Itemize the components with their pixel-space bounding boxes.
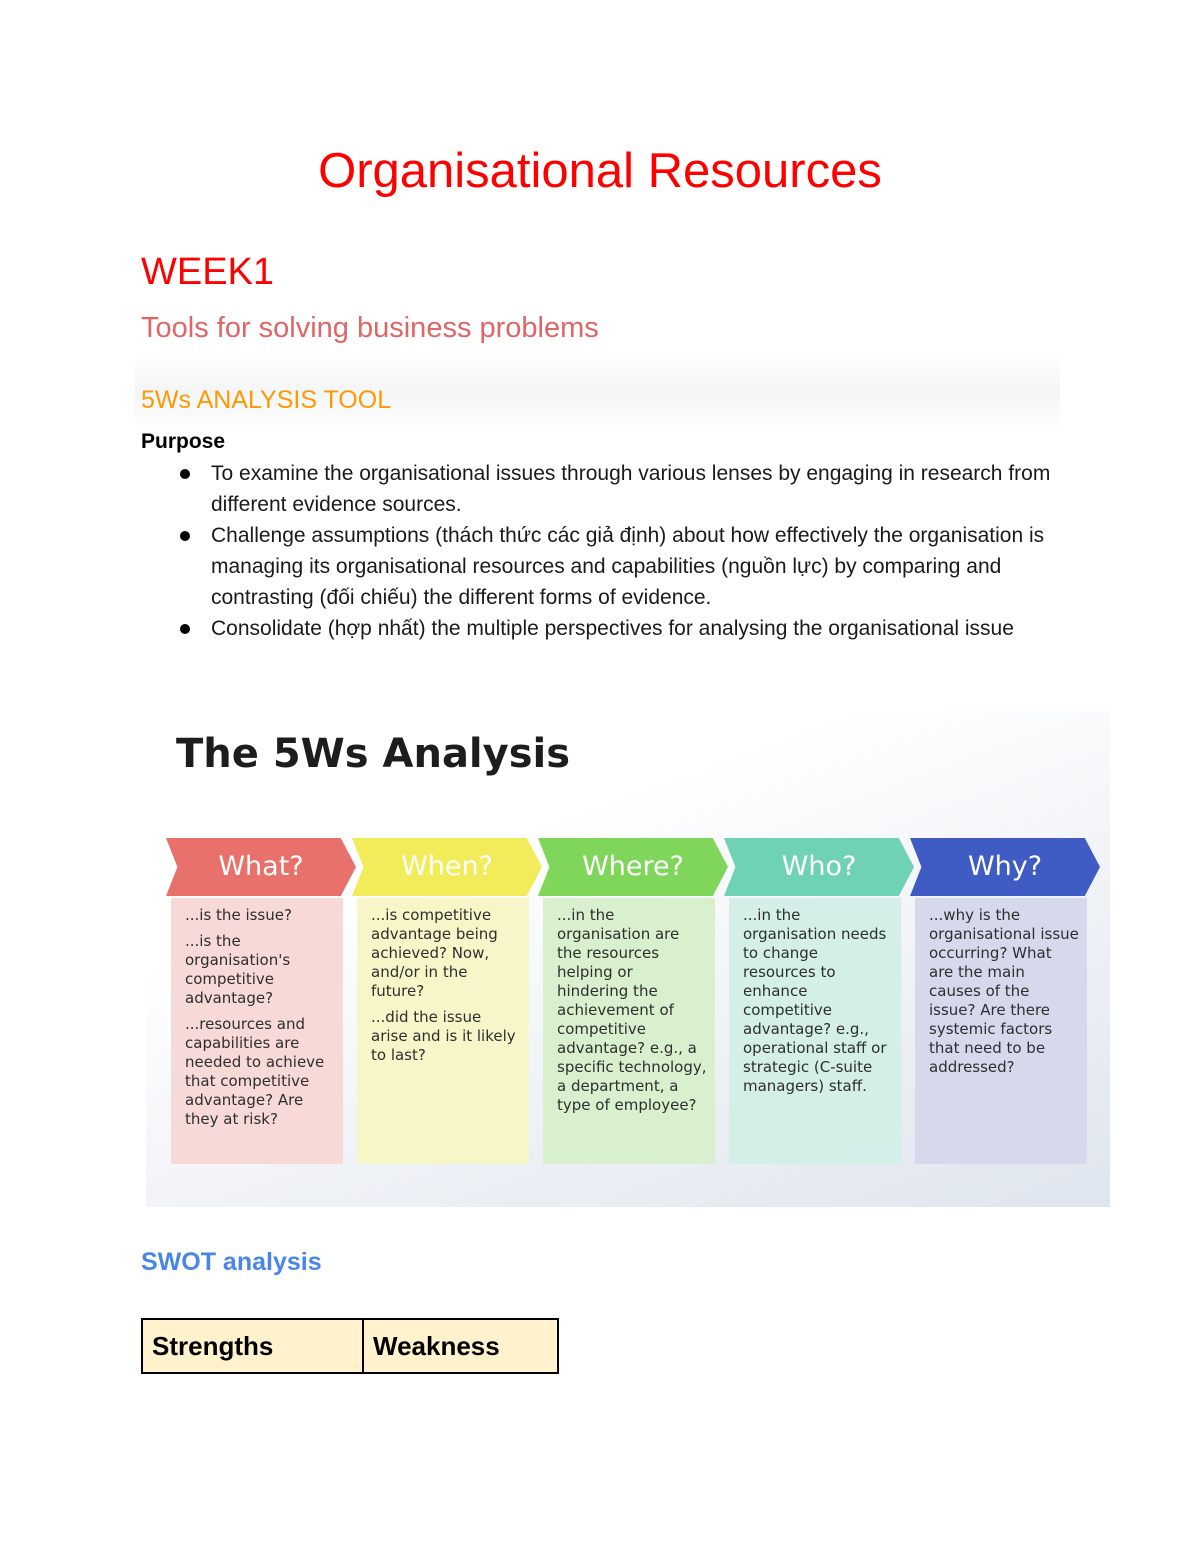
purpose-bullet: To examine the organisational issues through various lenses by engaging in research from different evidence sources.	[141, 458, 1061, 520]
five-ws-column	[910, 836, 1100, 1166]
purpose-heading: Purpose	[141, 430, 226, 453]
five-ws-question-label: Who?	[781, 851, 857, 882]
five-ws-panel-text	[185, 906, 335, 1136]
five-ws-prompt: ...resources and capabilities are needed to achieve that competitive advantage? Are they at risk?	[185, 1015, 325, 1128]
five-ws-prompt: ...is competitive advantage being achieved? Now, and/or in the future?	[371, 906, 498, 1000]
five-ws-prompt: ...is the organisation's competitive advantage?	[185, 932, 291, 1007]
swot-heading: SWOT analysis	[141, 1248, 322, 1276]
five-ws-panel	[357, 898, 529, 1164]
five-ws-prompt: ...in the organisation needs to change resources to enhance competitive advantage? e.g., operational staff or strategic (C-suite managers) staff.	[743, 906, 887, 1095]
five-ws-column	[538, 836, 728, 1166]
five-ws-panel-text	[371, 906, 521, 1072]
five-ws-infographic	[146, 711, 1110, 1207]
swot-strengths-cell: Strengths	[142, 1319, 363, 1373]
purpose-bullet: Consolidate (hợp nhất) the multiple perspectives for analysing the organisational issue	[141, 613, 1061, 644]
five-ws-question-label: Where?	[582, 851, 684, 882]
five-ws-panel-text	[557, 906, 707, 1122]
five-ws-column	[166, 836, 356, 1166]
five-ws-panel	[543, 898, 715, 1164]
five-ws-prompt: ...did the issue arise and is it likely to last?	[371, 1008, 516, 1064]
five-ws-panel	[915, 898, 1087, 1164]
five-ws-prompt: ...why is the organisational issue occurring? What are the main causes of the issue? Are there systemic factors that need to be addressed?	[929, 906, 1079, 1076]
five-ws-prompt: ...in the organisation are the resources helping or hindering the achievement of competitive advantage? e.g., a specific technology, a department, a type of employee?	[557, 906, 707, 1114]
purpose-list	[141, 458, 1061, 644]
five-ws-panel	[729, 898, 901, 1164]
five-ws-question-label: Why?	[967, 851, 1043, 882]
tool-heading: 5Ws ANALYSIS TOOL	[141, 386, 392, 414]
five-ws-panel	[171, 898, 343, 1164]
five-ws-question-label: When?	[401, 851, 493, 882]
five-ws-prompt: ...is the issue?	[185, 906, 292, 924]
five-ws-title: The 5Ws Analysis	[176, 731, 571, 777]
purpose-bullet: Challenge assumptions (thách thức các giả định) about how effectively the organisation is managing its organisational resources and capabilities (nguồn lực) by comparing and contrasting (đối chiếu) the different forms of evidence.	[141, 520, 1061, 613]
swot-header-row	[142, 1319, 558, 1373]
section-subtitle: Tools for solving business problems	[141, 312, 599, 344]
five-ws-panel-text	[929, 906, 1079, 1084]
five-ws-column	[724, 836, 914, 1166]
swot-weakness-cell: Weakness	[363, 1319, 558, 1373]
week-heading: WEEK1	[141, 251, 275, 293]
document-title: Organisational Resources	[318, 144, 882, 198]
five-ws-panel-text	[743, 906, 893, 1103]
swot-table	[141, 1318, 559, 1374]
five-ws-column	[352, 836, 542, 1166]
five-ws-question-label: What?	[218, 851, 304, 882]
